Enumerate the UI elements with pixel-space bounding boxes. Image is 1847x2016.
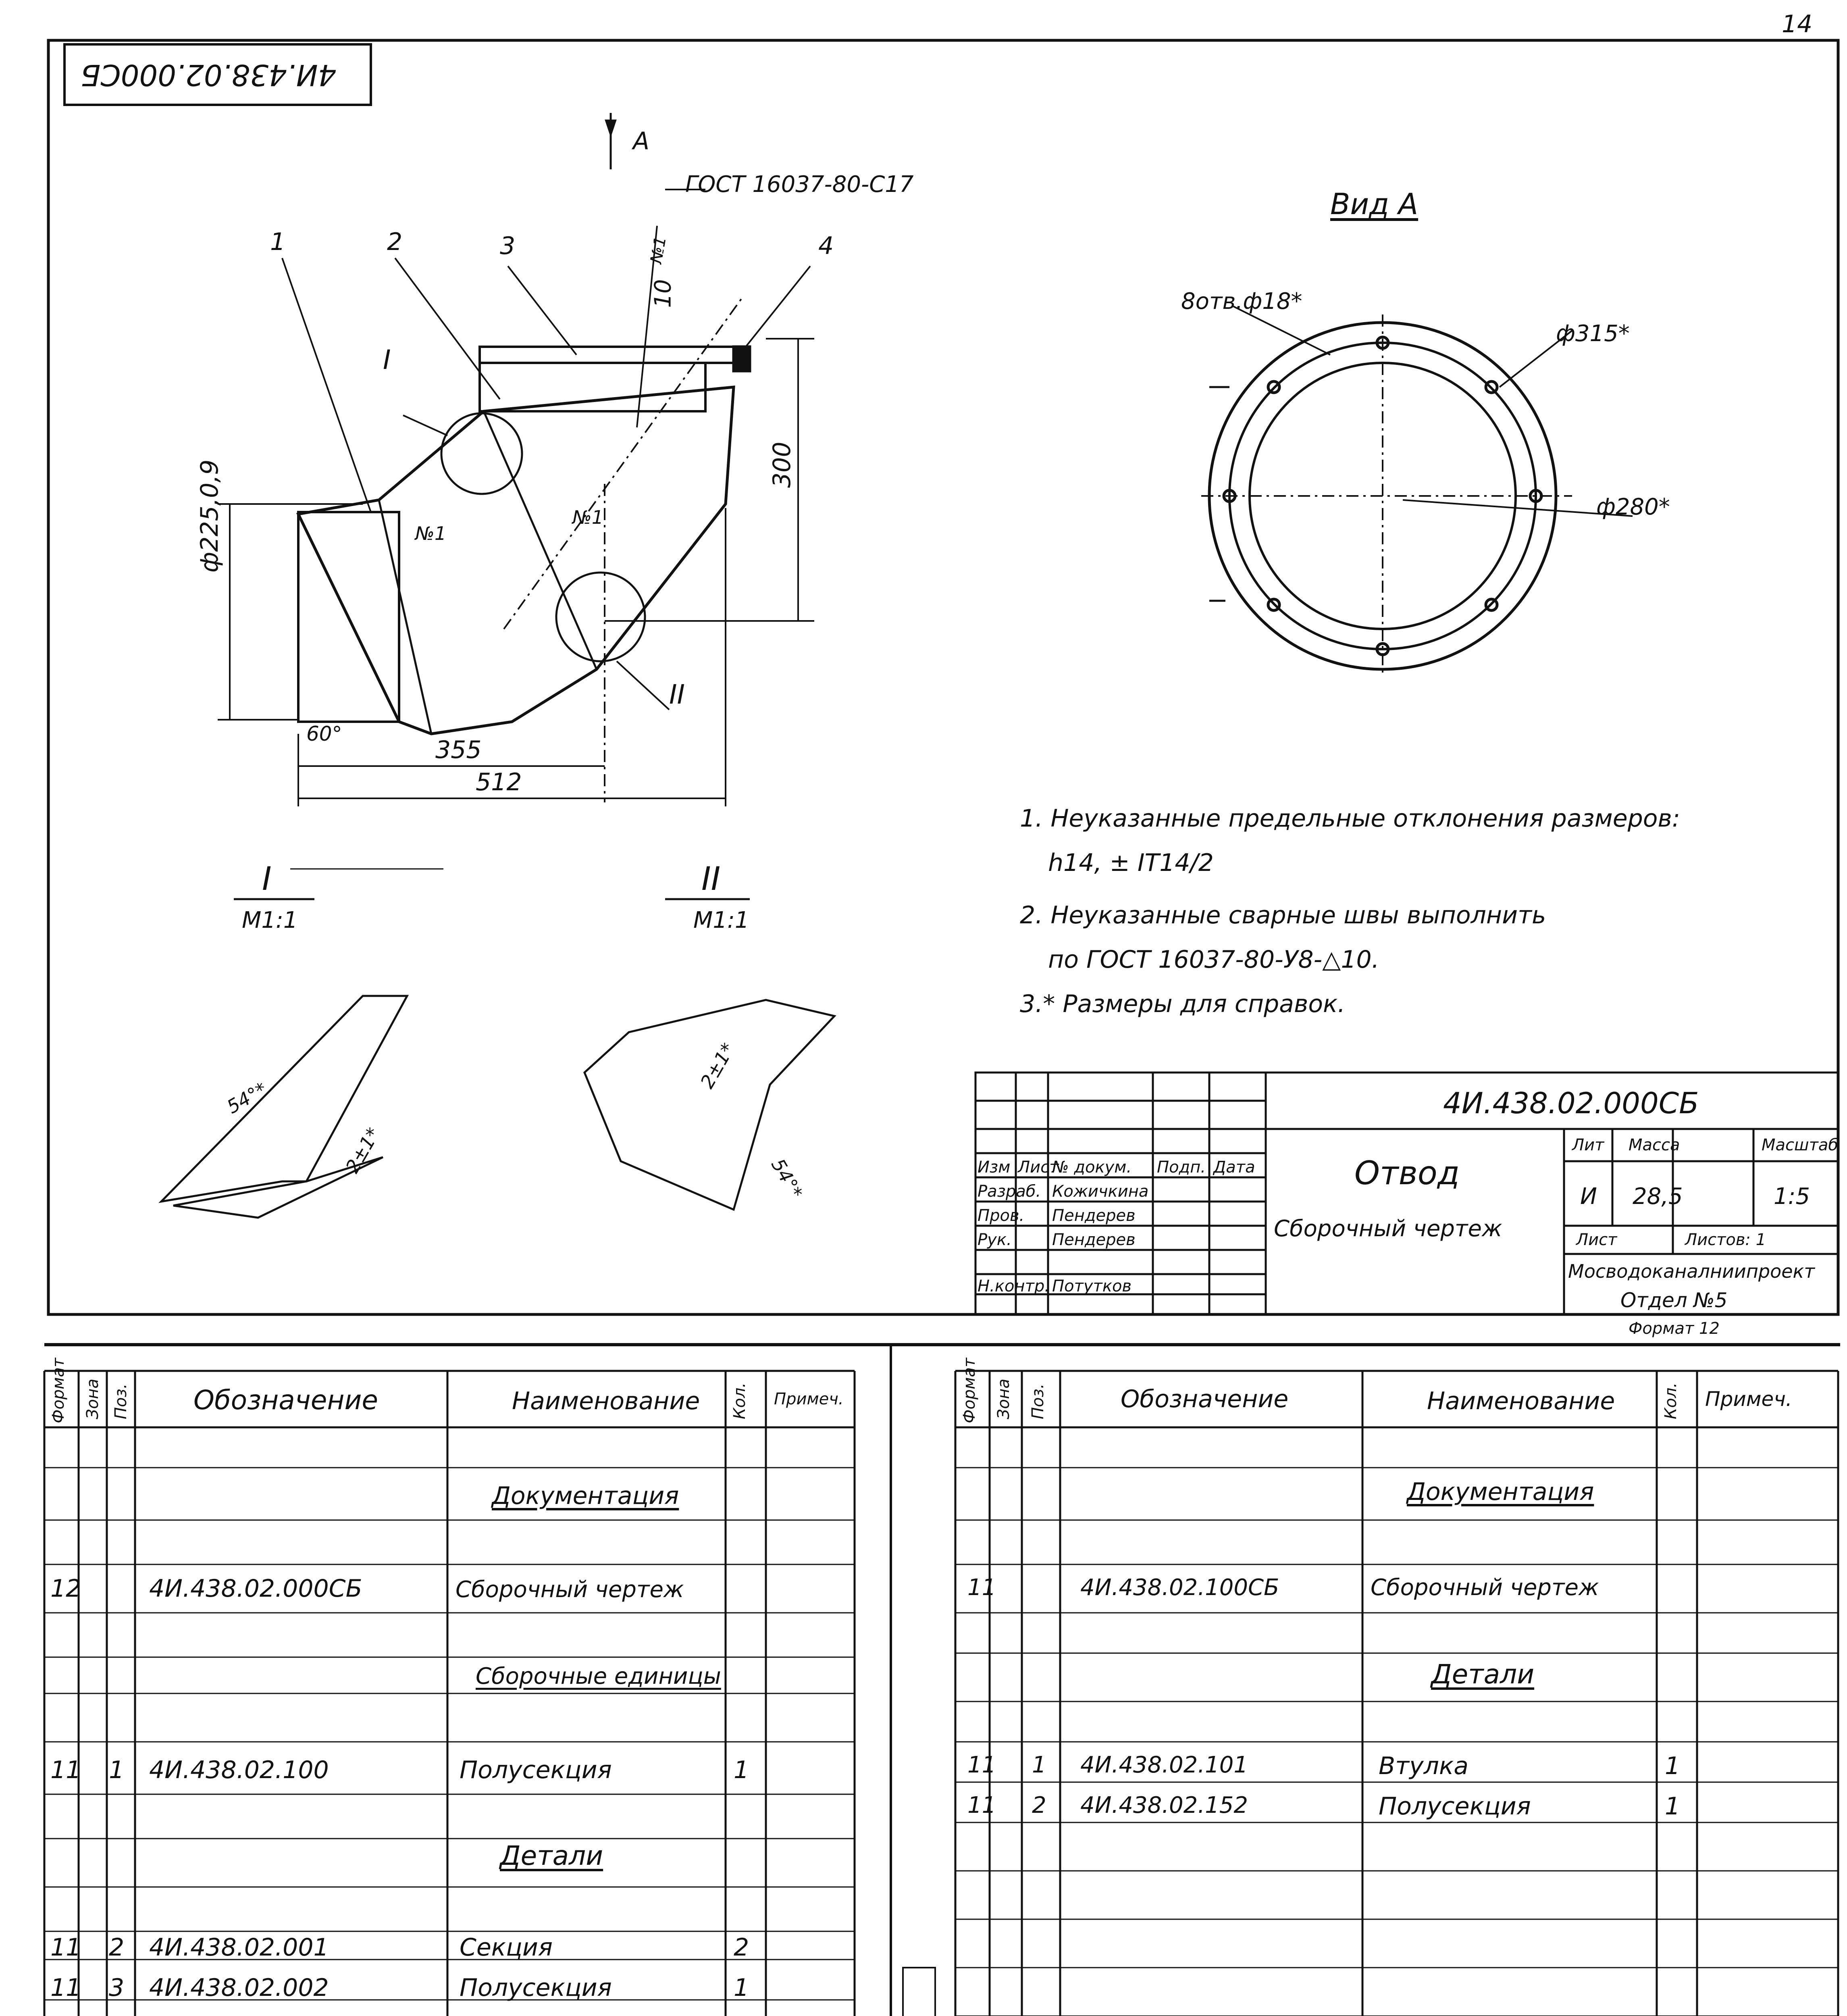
- top-tb-format: Формат 12: [1629, 1319, 1720, 1338]
- right-row4-pos: 1: [1032, 1752, 1046, 1778]
- weld-label-right: №1: [572, 506, 604, 528]
- detail-II-gap: 2±1*: [696, 1039, 739, 1092]
- left-row2-code: 4И.438.02.000СБ: [149, 1574, 362, 1603]
- position-2: 2: [387, 228, 403, 256]
- top-tb-sheet-label: Лист: [1576, 1231, 1617, 1249]
- top-tb-mass-label: Масса: [1629, 1136, 1680, 1154]
- right-row2-name: Сборочный чертеж: [1371, 1574, 1599, 1601]
- left-row4-pos: 1: [109, 1756, 125, 1784]
- right-row5-code: 4И.438.02.152: [1080, 1792, 1248, 1818]
- left-spec-grid: [44, 1371, 855, 2016]
- position-1: 1: [270, 228, 286, 256]
- dim-355: 355: [435, 736, 482, 764]
- callout-II: II: [669, 679, 685, 710]
- left-h-qty: Кол.: [730, 1382, 749, 1419]
- left-row6-name: Секция: [460, 1933, 553, 1962]
- left-row4-name: Полусекция: [460, 1756, 612, 1784]
- dim-512: 512: [476, 768, 522, 796]
- left-row6-format: 11: [50, 1933, 81, 1962]
- left-h-code: Обозначение: [193, 1385, 378, 1416]
- dim-300: 300: [768, 442, 796, 488]
- right-row5-pos: 2: [1032, 1792, 1046, 1818]
- top-tb-lit: И: [1580, 1183, 1597, 1210]
- detail-II-label: II: [701, 860, 721, 898]
- weld-label-top: №1: [647, 235, 670, 265]
- right-section-docs: Документация: [1407, 1478, 1594, 1506]
- right-row4-qty: 1: [1665, 1752, 1681, 1780]
- right-row4-code: 4И.438.02.101: [1080, 1752, 1248, 1778]
- top-tb-head-sign: Подп.: [1157, 1158, 1206, 1177]
- left-row2-format: 12: [50, 1574, 81, 1603]
- left-row6-pos: 2: [109, 1933, 125, 1962]
- top-tb-person-3: Пендерев: [1052, 1231, 1136, 1249]
- top-tb-dept: Отдел №5: [1620, 1289, 1728, 1312]
- callout-I: I: [383, 344, 391, 375]
- elbow-drawing: [218, 113, 814, 806]
- top-tb-person-4: Потутков: [1052, 1277, 1132, 1295]
- top-tb-name: Отвод: [1354, 1154, 1460, 1192]
- position-3: 3: [500, 232, 516, 260]
- gost-weld-label: ГОСТ 16037-80-С17: [685, 171, 914, 198]
- detail-II-angle: 54°*: [767, 1155, 807, 1202]
- note-3: 3.* Размеры для справок.: [1020, 990, 1346, 1018]
- right-row2-format: 11: [967, 1574, 996, 1601]
- view-a-d315: ф315*: [1556, 321, 1630, 347]
- top-tb-code: 4И.438.02.000СБ: [1443, 1086, 1699, 1120]
- right-spec-grid: [903, 1371, 1838, 2016]
- right-h-zone: Зона: [994, 1379, 1013, 1419]
- right-h-name: Наименование: [1427, 1387, 1615, 1415]
- left-row4-code: 4И.438.02.100: [149, 1756, 329, 1784]
- top-tb-role-4: Н.контр.: [978, 1277, 1050, 1295]
- weld-label-left: №1: [415, 523, 447, 544]
- right-row2-code: 4И.438.02.100СБ: [1080, 1574, 1279, 1601]
- right-h-pos: Поз.: [1029, 1383, 1047, 1419]
- left-row7-pos: 3: [109, 1974, 125, 2002]
- left-h-name: Наименование: [512, 1387, 700, 1415]
- right-row5-name: Полусекция: [1379, 1792, 1531, 1820]
- left-row7-code: 4И.438.02.002: [149, 1974, 329, 2002]
- note-2-gost: по ГОСТ 16037-80-У8-△10.: [1048, 946, 1379, 974]
- top-tb-head-doc: № докум.: [1052, 1158, 1132, 1177]
- view-a-holes: 8отв.ф18*: [1181, 288, 1302, 314]
- view-a-d280: ф280*: [1596, 494, 1670, 520]
- left-row6-code: 4И.438.02.001: [149, 1933, 329, 1962]
- note-2: 2. Неуказанные сварные швы выполнить: [1020, 901, 1546, 929]
- left-h-format: Формат: [49, 1358, 68, 1423]
- detail-II-scale: М1:1: [693, 907, 749, 933]
- position-4: 4: [818, 232, 834, 260]
- right-h-qty: Кол.: [1662, 1382, 1680, 1419]
- right-row4-name: Втулка: [1379, 1752, 1468, 1780]
- top-sheet-frame: [48, 40, 1838, 1314]
- top-tb-role-2: Пров.: [978, 1206, 1025, 1225]
- left-h-pos: Поз.: [112, 1383, 130, 1419]
- dim-10: 10: [650, 279, 676, 308]
- view-a-title: Вид А: [1330, 187, 1419, 221]
- view-arrow-label: А: [633, 127, 650, 155]
- left-h-note: Примеч.: [774, 1390, 844, 1408]
- page-number: 14: [1782, 10, 1813, 38]
- left-h-zone: Зона: [83, 1379, 102, 1419]
- detail-I-gap: 2±1*: [341, 1124, 385, 1177]
- top-tb-scale: 1:5: [1774, 1183, 1810, 1210]
- right-row4-format: 11: [967, 1752, 996, 1778]
- rotated-drawing-code: 4И.438.02.000СБ: [81, 58, 337, 92]
- top-tb-head-izm: Изм: [978, 1158, 1011, 1177]
- detail-I-angle: 54°*: [223, 1078, 271, 1118]
- top-tb-scale-label: Масштаб: [1762, 1136, 1839, 1154]
- view-a-drawing: [1201, 306, 1633, 677]
- top-tb-sheets-label: Листов: 1: [1685, 1231, 1766, 1249]
- top-tb-org: Мосводоканалниипроект: [1568, 1260, 1815, 1282]
- top-tb-lit-label: Лит: [1572, 1136, 1604, 1154]
- detail-I-scale: М1:1: [242, 907, 298, 933]
- left-row7-name: Полусекция: [460, 1974, 612, 2002]
- left-row4-format: 11: [50, 1756, 81, 1784]
- right-h-code: Обозначение: [1121, 1385, 1289, 1413]
- top-tb-role-3: Рук.: [978, 1231, 1012, 1249]
- top-tb-person-1: Кожичкина: [1052, 1182, 1149, 1201]
- right-row5-format: 11: [967, 1792, 996, 1818]
- right-row5-qty: 1: [1665, 1792, 1681, 1820]
- left-row7-qty: 1: [734, 1974, 749, 2002]
- dim-chamfer-60: 60°: [306, 722, 342, 746]
- left-row4-qty: 1: [734, 1756, 749, 1784]
- left-section-assemblies: Сборочные единицы: [476, 1663, 721, 1689]
- dim-diameter-225: ф225,0,9: [196, 459, 224, 573]
- note-1: 1. Неуказанные предельные отклонения размеров:: [1020, 804, 1681, 833]
- top-tb-head-list: Лист: [1018, 1158, 1059, 1177]
- top-tb-person-2: Пендерев: [1052, 1206, 1136, 1225]
- left-row7-format: 11: [50, 1974, 81, 2002]
- right-h-format: Формат: [960, 1358, 979, 1423]
- left-row6-qty: 2: [734, 1933, 749, 1962]
- right-h-note: Примеч.: [1705, 1387, 1792, 1411]
- note-1-tolerance: h14, ± IT14/2: [1048, 849, 1214, 877]
- top-tb-doc-type: Сборочный чертеж: [1274, 1216, 1502, 1242]
- top-tb-head-date: Дата: [1213, 1158, 1255, 1177]
- top-tb-role-1: Разраб.: [978, 1182, 1041, 1201]
- left-row2-name: Сборочный чертеж: [456, 1577, 684, 1603]
- left-section-details: Детали: [500, 1840, 603, 1871]
- right-section-details: Детали: [1431, 1659, 1535, 1690]
- detail-I-label: I: [262, 860, 272, 898]
- top-tb-mass: 28,5: [1633, 1183, 1683, 1210]
- left-section-docs: Документация: [492, 1482, 679, 1510]
